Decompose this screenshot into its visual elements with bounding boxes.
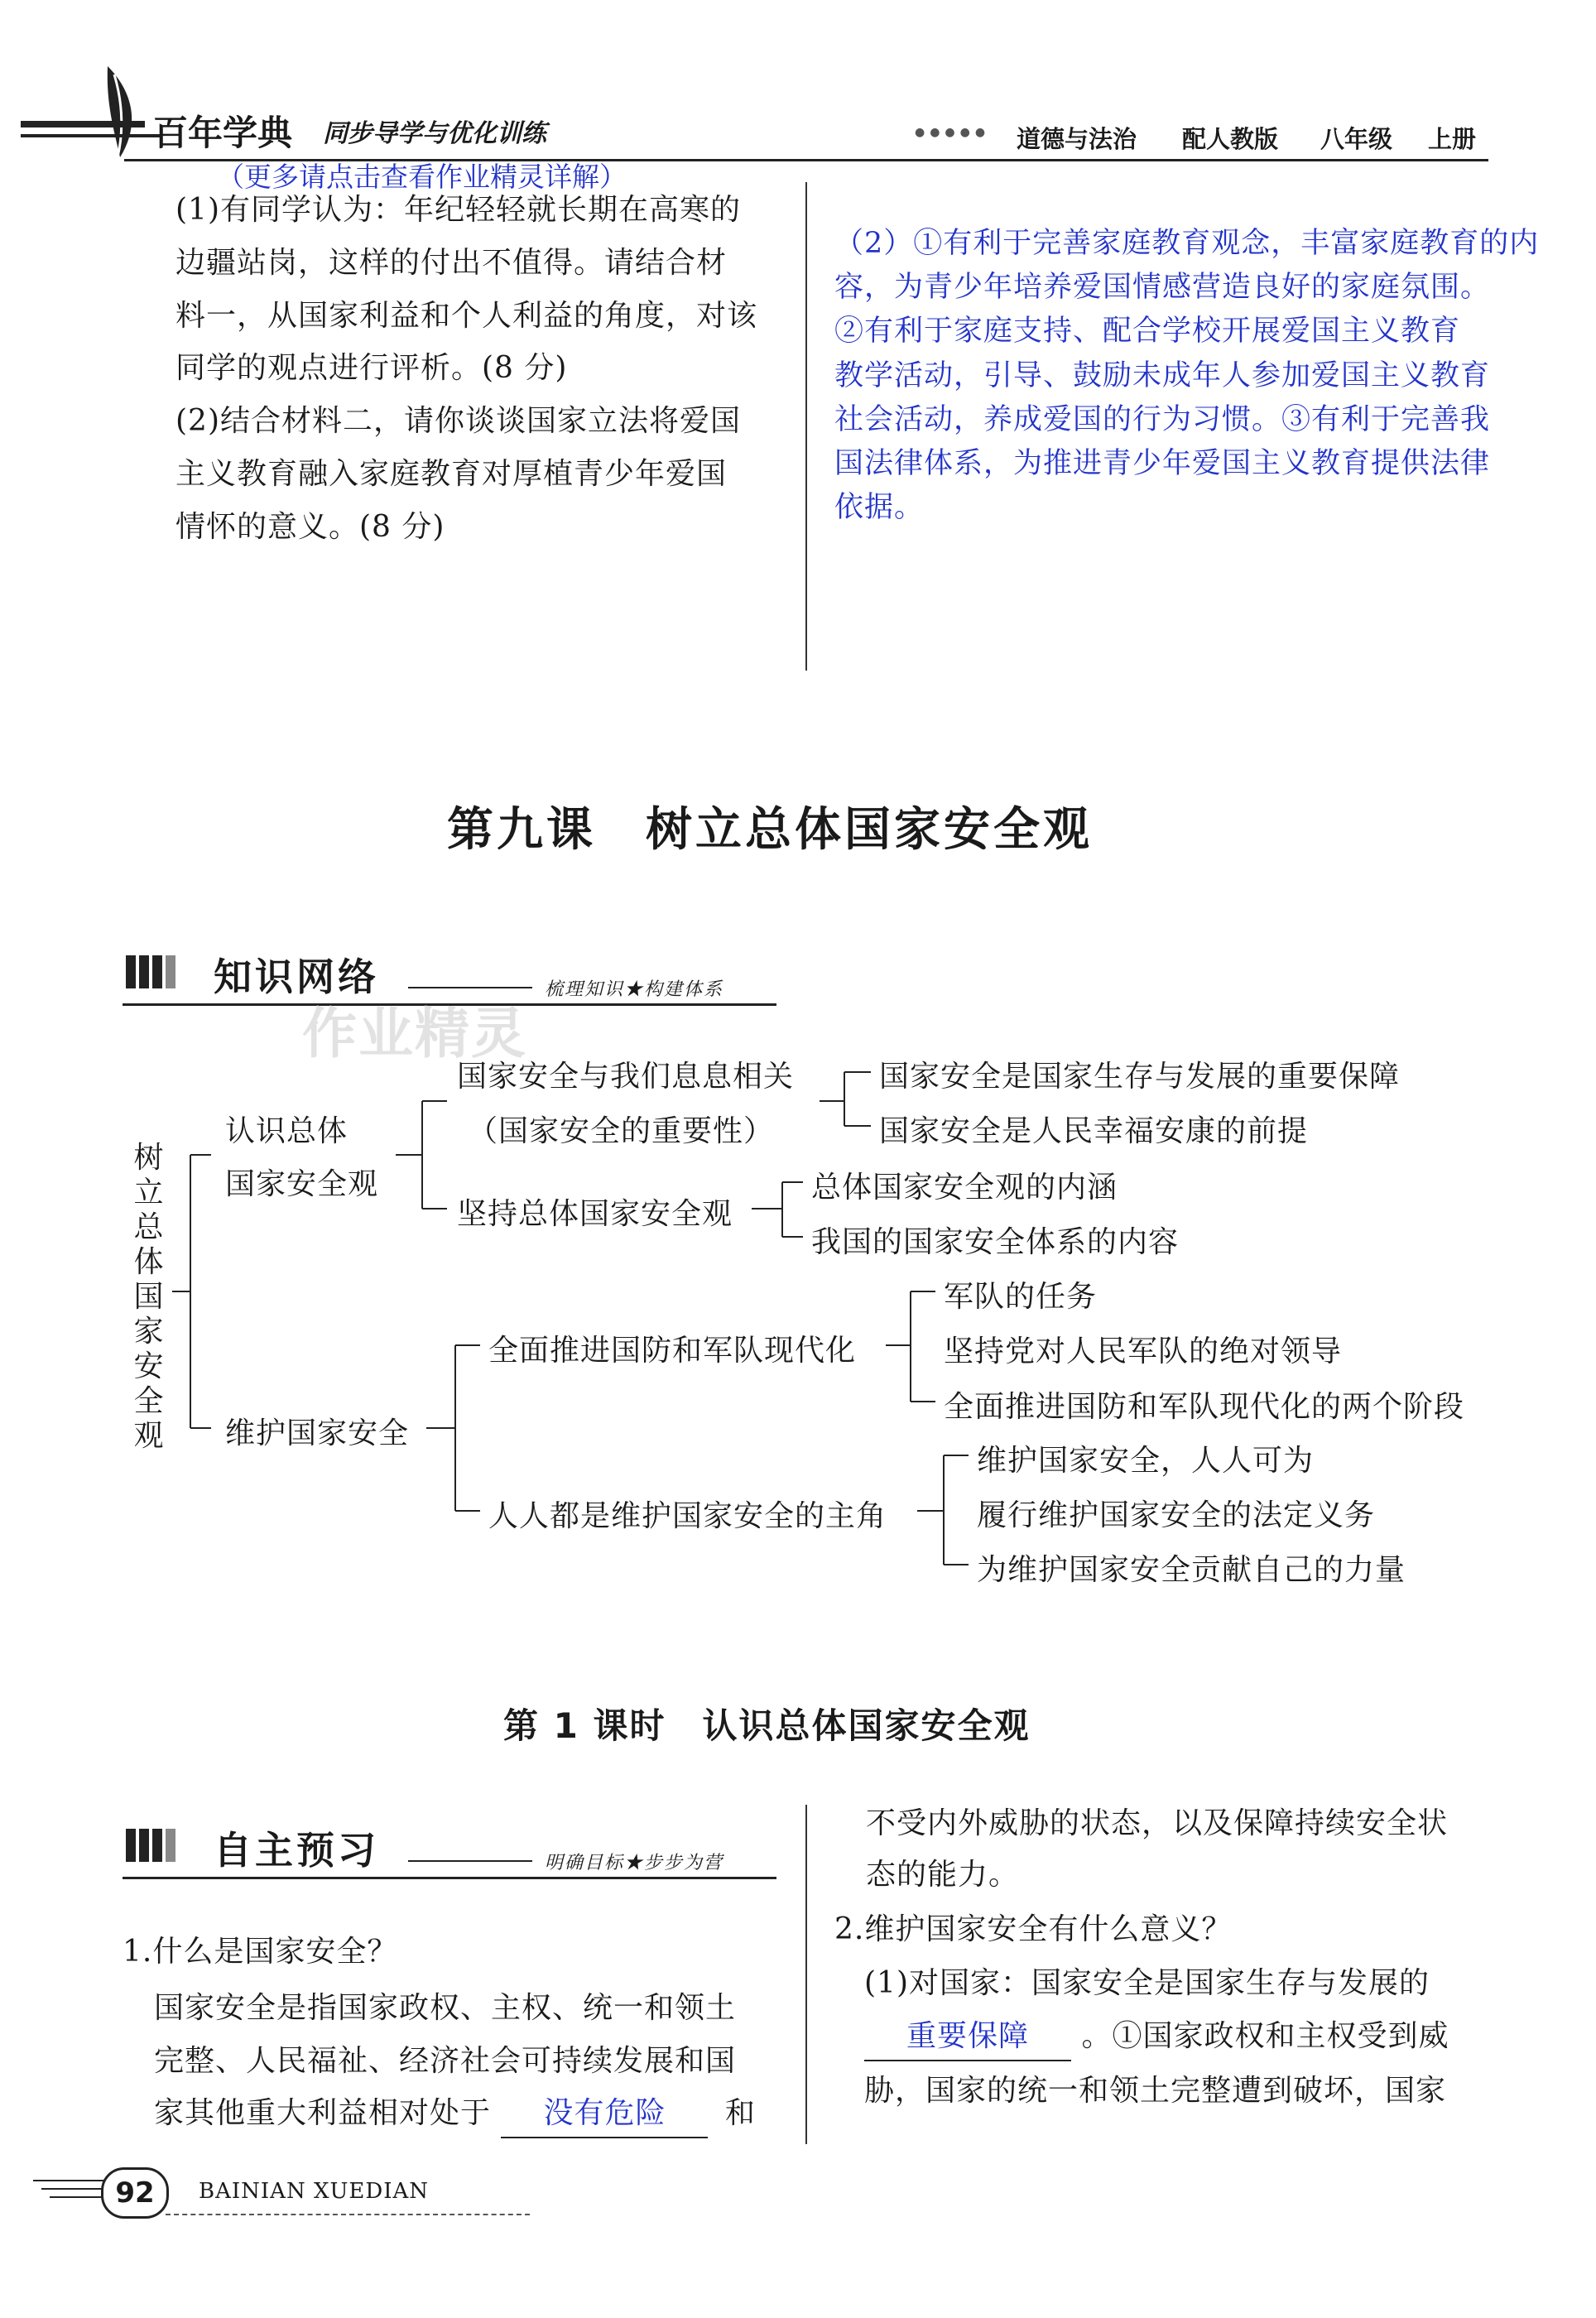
knowledge-section-note: 梳理知识★构建体系 <box>545 979 724 1000</box>
more-details-link[interactable]: （更多请点击查看作业精灵详解） <box>217 161 627 193</box>
q1-line-1: (1)有同学认为：年纪轻轻就长期在高寒的 <box>175 193 741 227</box>
answer-line-2: 容，为青少年培养爱国情感营造良好的家庭氛围。 <box>834 271 1491 305</box>
footer-speed-lines <box>33 2176 108 2209</box>
question-1: 1.什么是国家安全？ <box>123 1935 398 1969</box>
period-title: 第 1 课时 认识总体国家安全观 <box>503 1705 1031 1746</box>
header-dots: ●●●●● <box>915 126 991 139</box>
root-char: 总 <box>133 1210 165 1244</box>
q1-answer-pre: 家其他重大利益相对处于 <box>154 2096 492 2131</box>
q1-answer-line-3 <box>123 2090 793 2138</box>
brand-subtitle: 同步导学与优化训练 <box>323 119 546 148</box>
footer-brand-pinyin: BAINIAN XUEDIAN <box>199 2179 430 2204</box>
root-char: 树 <box>133 1141 165 1175</box>
answer-line-5: 社会活动，养成爱国的行为习惯。③有利于完善我 <box>834 402 1491 436</box>
page-number: 92 <box>115 2176 155 2210</box>
column-divider-bottom <box>805 1805 807 2144</box>
section-rule <box>123 1877 776 1879</box>
question-2: 2.维护国家安全有什么意义？ <box>834 1912 1233 1946</box>
q2-line-3: 情怀的意义。(8 分) <box>175 509 445 544</box>
leaf-two-stages: 全面推进国防和军队现代化的两个阶段 <box>944 1390 1465 1424</box>
q2-sub1-line-2 <box>834 2013 1579 2061</box>
branch-understand-line2: 国家安全观 <box>225 1167 379 1201</box>
root-char: 国 <box>133 1280 165 1314</box>
preview-section-note: 明确目标★步步为营 <box>545 1853 724 1873</box>
q2-sub1-post: 。①国家政权和主权受到威 <box>1081 2019 1449 2054</box>
root-char: 家 <box>133 1315 165 1349</box>
leaf-legal-obligation: 履行维护国家安全的法定义务 <box>977 1498 1376 1532</box>
root-char: 安 <box>133 1349 165 1383</box>
branch-understand-line1: 认识总体 <box>225 1114 349 1148</box>
leaf-army-tasks: 军队的任务 <box>944 1280 1098 1314</box>
subject-label: 道德与法治 <box>1017 125 1137 153</box>
volume-label: 上册 <box>1428 125 1477 153</box>
q2-line-2: 主义教育融入家庭教育对厚植青少年爱国 <box>175 456 728 491</box>
node-defense-modernization: 全面推进国防和军队现代化 <box>488 1334 857 1368</box>
leaf-connotation: 总体国家安全观的内涵 <box>811 1171 1118 1205</box>
footer-dashed-rule <box>166 2214 530 2215</box>
q1-line-2: 边疆站岗，这样的付出不值得。请结合材 <box>175 245 728 280</box>
preview-left <box>123 1929 793 2138</box>
answer-line-1: （2）①有利于完善家庭教育观念，丰富家庭教育的内 <box>834 227 1540 260</box>
root-char: 立 <box>133 1176 165 1209</box>
leaf-guarantee: 国家安全是国家生存与发展的重要保障 <box>879 1060 1401 1094</box>
section-bars-icon <box>126 1829 179 1862</box>
preview-right <box>834 1801 1579 2114</box>
q1-answer-line-2: 完整、人民福祉、经济社会可持续发展和国 <box>154 2043 737 2078</box>
footer <box>33 2161 530 2219</box>
node-security-importance: （国家安全的重要性） <box>468 1114 775 1148</box>
q1-line-3: 料一，从国家利益和个人利益的角度，对该 <box>175 298 758 333</box>
q2-sub1-line-1: (1)对国家：国家安全是国家生存与发展的 <box>864 1966 1430 2001</box>
root-char: 体 <box>133 1245 165 1279</box>
q1-answer-post: 和 <box>724 2096 756 2131</box>
leaf-everyone-can: 维护国家安全，人人可为 <box>977 1444 1315 1478</box>
continued-line-2: 态的能力。 <box>866 1857 1020 1892</box>
root-char: 观 <box>133 1419 165 1453</box>
brand-title: 百年学典 <box>153 113 293 153</box>
leaf-prerequisite: 国家安全是人民幸福安康的前提 <box>879 1114 1309 1148</box>
preview-section-title: 自主预习 <box>214 1828 379 1873</box>
watermark: 作业精灵 <box>302 1001 527 1065</box>
answer-line-6: 国法律体系，为推进青少年爱国主义教育提供法律 <box>834 446 1491 480</box>
leaf-party-leadership: 坚持党对人民军队的绝对领导 <box>944 1335 1343 1368</box>
q2-sub1-line-3: 胁，国家的统一和领土完整遭到破坏，国家 <box>864 2073 1447 2108</box>
grade-label: 八年级 <box>1320 125 1393 153</box>
continued-line-1: 不受内外威胁的状态，以及保障持续安全状 <box>866 1806 1449 1840</box>
q1-line-4: 同学的观点进行评析。(8 分) <box>175 351 568 386</box>
page-number-badge <box>101 2167 169 2219</box>
section-rule-short <box>408 1860 532 1862</box>
q1-answer-line-1: 国家安全是指国家政权、主权、统一和领土 <box>154 1990 737 2025</box>
node-everyone-protagonist: 人人都是维护国家安全的主角 <box>488 1499 887 1533</box>
knowledge-section-title: 知识网络 <box>214 955 379 999</box>
answer-line-3: ②有利于家庭支持、配合学校开展爱国主义教育 <box>834 315 1461 349</box>
q2-line-1: (2)结合材料二，请你谈谈国家立法将爱国 <box>175 404 741 439</box>
node-security-relevance: 国家安全与我们息息相关 <box>457 1060 795 1094</box>
tree-root <box>132 1141 166 1454</box>
leaf-contribute: 为维护国家安全贡献自己的力量 <box>977 1553 1406 1587</box>
node-adhere-view: 坚持总体国家安全观 <box>457 1197 733 1231</box>
answer-blank-1[interactable]: 没有危险 <box>501 2090 708 2138</box>
answer-line-4: 教学活动，引导、鼓励未成年人参加爱国主义教育 <box>834 358 1491 392</box>
lesson-title: 第九课 树立总体国家安全观 <box>447 803 1093 857</box>
root-char: 全 <box>133 1384 165 1418</box>
edition-label: 配人教版 <box>1182 125 1279 153</box>
leaf-system-content: 我国的国家安全体系的内容 <box>811 1225 1180 1259</box>
answer-line-7: 依据。 <box>834 491 925 525</box>
preview-section-header <box>123 1825 776 1883</box>
branch-maintain: 维护国家安全 <box>225 1416 410 1450</box>
answer-blank-2[interactable]: 重要保障 <box>864 2013 1071 2061</box>
